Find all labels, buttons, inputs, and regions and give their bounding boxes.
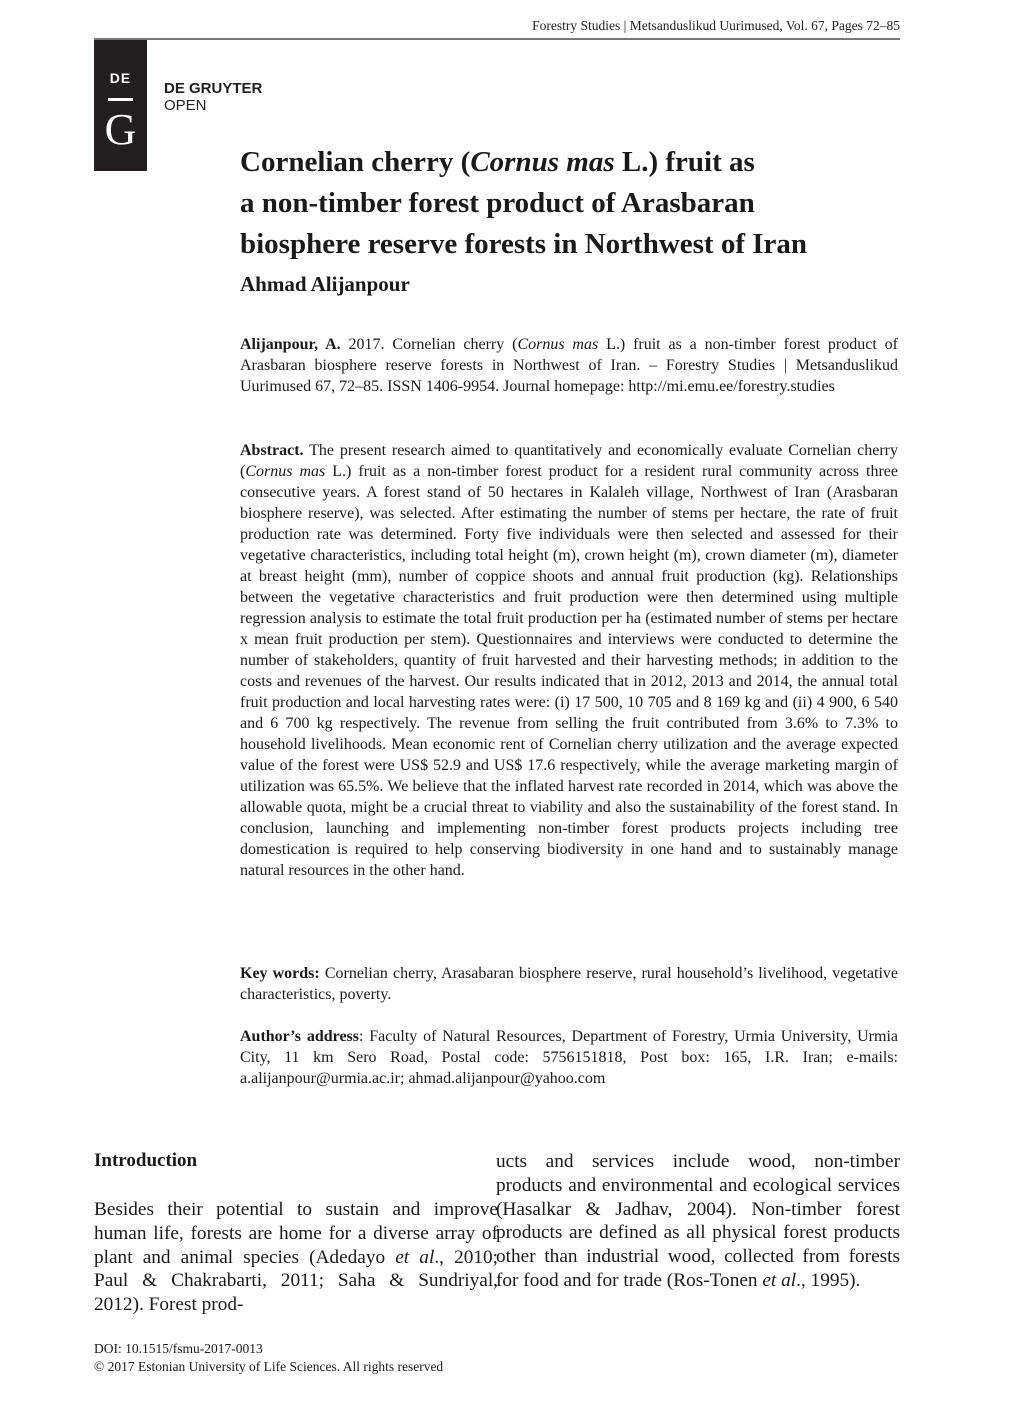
publisher-sub: OPEN [164,97,207,114]
address-label: Author’s address [240,1028,360,1045]
paper-title [240,142,920,265]
address-text: : Faculty of Natural Resources, Department of Forestry, Urmia University, Urmia City, 11 km Sero Road, Postal code: 5756151818, Post box: 165, I.R. Iran; e-mails: a.alijanpour@urmia.ac.ir; ahmad.alijanpour@yahoo.com [240,1028,898,1087]
copyright: © 2017 Estonian University of Life Sciences. All rights reserved [94,1359,444,1374]
author-address [240,1026,898,1089]
abstract-species: Cornus mas [245,463,326,480]
intro-right-text: ucts and services include wood, non-timber products and environmental and ecological services (Hasalkar & Jadhav, 2004). Non-timber forest products are defined as all physical forest products other than industrial wood, collected from forests for food and for trade (Ros-Tonen [496,1151,900,1291]
publisher-name: DE GRUYTER [164,80,263,97]
intro-left-etal: et al [395,1246,435,1268]
logo-dash [108,98,133,101]
intro-right-etal: et al [762,1269,797,1291]
citation-text-rest[interactable]: L.) fruit as a non-timber forest product of Arasbaran biosphere reserve forests in Northwest of Iran. – Forestry Studies | Metsanduslikud Uurimused 67, 72–85. ISSN 1406-9954. Journal homepage: http://mi.emu.ee/forestry.studies [240,336,899,395]
publisher-name-block [164,80,262,114]
citation [240,334,898,397]
intro-left-text-rest: ., 2010; Paul & Chakrabarti, 2011; Saha & Sundriyal, 2012). Forest prod- [94,1246,499,1316]
intro-right-text-rest: ., 1995). [796,1269,861,1291]
abstract-label: Abstract. [240,442,304,459]
title-part2: L.) fruit as [614,146,755,178]
abstract-text-rest: L.) fruit as a non-timber forest product for a resident rural community across three consecutive years. A forest stand of 50 hectares in Kalaleh village, Northwest of Iran (Arasbaran biosphere reserve), was selected. After estimating the number of stems per hectare, the rate of fruit production rate was determined. Forty five individuals were then selected and assessed for their vegetative characteristics, including total height (m), crown height (m), crown diameter (m), diameter at breast height (mm), number of coppice shoots and annual fruit production (kg). Relationships between the vegetative characteristics and fruit production were then determined using multiple regression analysis to estimate the total fruit production per ha (estimated number of stems per hectare x mean fruit production per stem). Questionnaires and interviews were conducted to determine the number of stakeholders, quantity of fruit harvested and their harvesting methods; in addition to the costs and revenues of the harvest. Our results indicated that in 2012, 2013 and 2014, the annual total fruit production and local harvesting rates were: (i) 17 500, 10 705 and 8 169 kg and (ii) 4 900, 6 540 and 6 700 kg respectively. The revenue from selling the fruit contributed from 3.6% to 7.3% to household livelihoods. Mean economic rent of Cornelian cherry utilization and the average expected value of the forest were US$ 52.9 and US$ 17.6 respectively, while the average marketing margin of utilization was 65.5%. We believe that the inflated harvest rate recorded in 2014, which was above the allowable quota, might be a crucial threat to viability and also the sustainability of the forest stand. In conclusion, launching and implementing non-timber forest products projects including tree domestication is required to help conserving biodiversity in one hand and to sustainably manage natural resources in the other hand. [240,463,899,879]
section-heading-introduction: Introduction [94,1150,198,1171]
running-header: Forestry Studies | Metsanduslikud Uurimused, Vol. 67, Pages 72–85 [532,18,900,33]
abstract [240,440,898,881]
logo-g-text: G [104,105,137,154]
intro-column-left [94,1198,498,1317]
citation-label: Alijanpour, A. [240,336,341,353]
intro-column-right [496,1150,900,1293]
title-line3: biosphere reserve forests in Northwest of Iran [240,228,808,260]
citation-species: Cornus mas [517,336,599,353]
keywords-text: Cornelian cherry, Arasabaran biosphere reserve, rural household’s livelihood, vegetative characteristics, poverty. [240,965,899,1003]
title-species: Cornus mas [470,146,615,178]
keywords-label: Key words: [240,965,320,982]
intro-left-text: Besides their potential to sustain and improve human life, forests are home for a diverse array of plant and animal species (Adedayo [94,1199,498,1268]
header-rule [94,38,900,40]
abstract-text: The present research aimed to quantitatively and economically evaluate Cornelian cherry ( [240,442,898,480]
page-footer [94,1340,443,1376]
title-part1: Cornelian cherry ( [240,146,471,178]
title-line2: a non-timber forest product of Arasbaran [240,187,755,219]
doi[interactable]: DOI: 10.1515/fsmu-2017-0013 [94,1341,263,1356]
citation-text: 2017. Cornelian cherry ( [340,336,518,353]
logo-de-text: DE [109,70,132,86]
keywords [240,963,898,1005]
de-gruyter-logo-icon [94,40,147,171]
author-name: Ahmad Alijanpour [240,272,410,296]
